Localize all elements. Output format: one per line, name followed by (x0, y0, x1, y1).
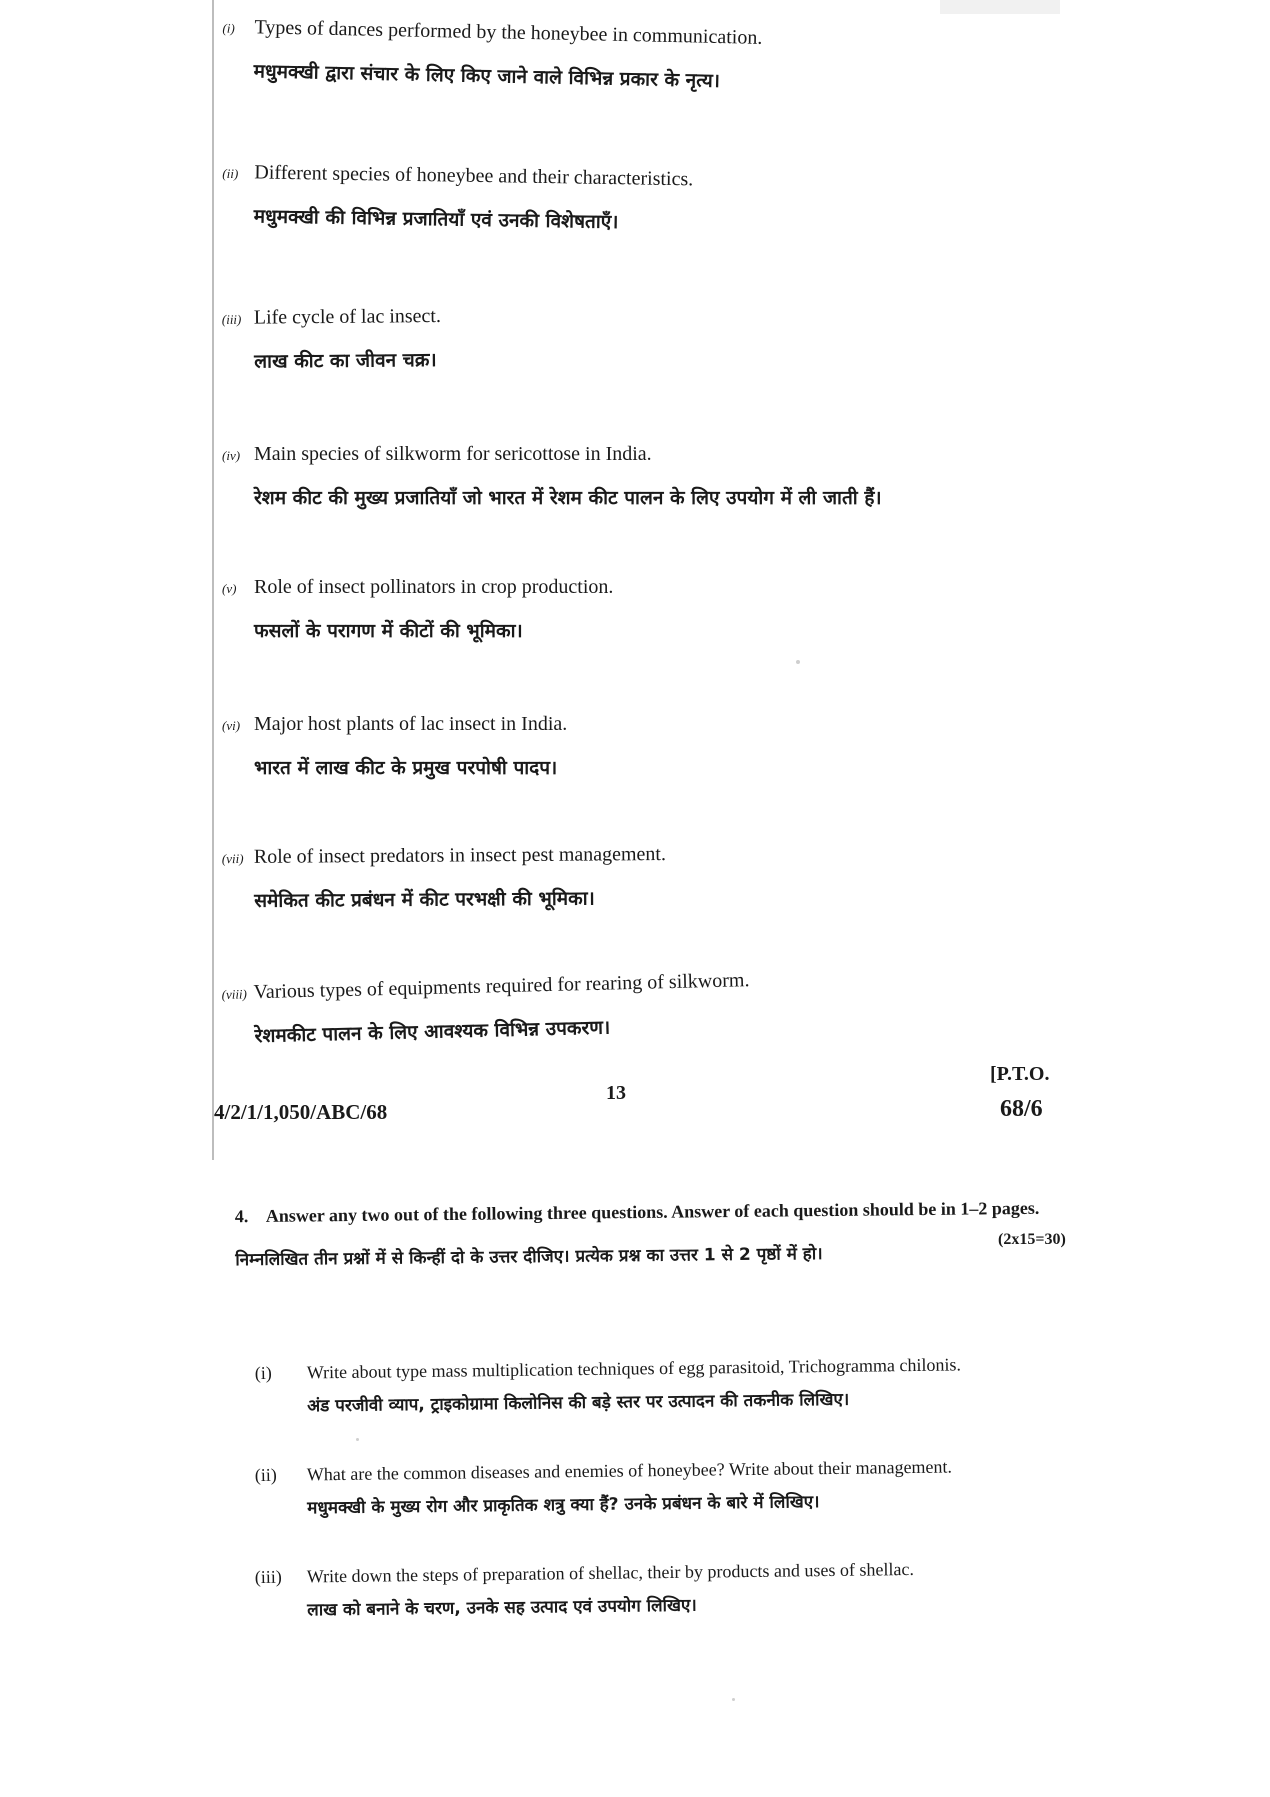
item-english: Role of insect predators in insect pest management. (253, 843, 667, 868)
item-number: (i) (222, 20, 235, 36)
item-hindi: फसलों के परागण में कीटों की भूमिका। (254, 620, 523, 642)
pto-label: [P.T.O. (990, 1063, 1050, 1085)
list-item (221, 158, 1122, 244)
scan-speck (732, 1698, 735, 1701)
paper-edge (940, 0, 1060, 14)
item-number: (iii) (221, 311, 242, 327)
item-english: Life cycle of lac insect. (253, 305, 442, 329)
marks-label: (2x15=30) (998, 1231, 1066, 1248)
item-hindi: मधुमक्खी की विभिन्न प्रजातियाँ एवं उनकी विशेषताएँ। (253, 205, 619, 234)
list-item (222, 440, 1122, 512)
page-number: 13 (606, 1082, 626, 1104)
item-hindi: भारत में लाख कीट के प्रमुख परपोषी पादप। (254, 757, 558, 779)
item-hindi: समेकित कीट प्रबंधन में कीट परभक्षी की भूमिका। (254, 887, 595, 912)
sub-question-hindi: मधुमक्खी के मुख्य रोग और प्राकृतिक शत्रु क्या हैं? उनके प्रबंधन के बारे में लिखिए। (307, 1492, 820, 1519)
question-instruction: Answer any two out of the following three questions. Answer of each question should be in 1–2 pages. (265, 1197, 1040, 1226)
sub-question-english: Write about type mass multiplication techniques of egg parasitoid, Trichogramma chilonis. (306, 1354, 962, 1383)
question-4 (235, 1193, 1236, 1270)
sub-question-hindi: अंड परजीवी व्याप, ट्राइकोग्रामा किलोनिस की बड़े स्तर पर उत्पादन की तकनीक लिखिए। (307, 1389, 850, 1417)
sub-question-english: Write down the steps of preparation of shellac, their by products and uses of shellac. (306, 1558, 915, 1587)
item-number: (vii) (221, 850, 244, 867)
item-hindi: मधुमक्खी द्वारा संचार के लिए किए जाने वाले विभिन्न प्रकार के नृत्य। (253, 60, 721, 93)
item-hindi: रेशमकीट पालन के लिए आवश्यक विभिन्न उपकरण। (254, 1016, 611, 1048)
list-item (222, 837, 1122, 915)
item-english: Major host plants of lac insect in India. (254, 713, 568, 735)
question-number: 4. (234, 1206, 249, 1227)
sub-question-number: (i) (254, 1362, 272, 1384)
item-english: Types of dances performed by the honeybee in communication. (254, 16, 763, 49)
sub-question-number: (ii) (254, 1464, 277, 1486)
scan-speck (356, 1438, 359, 1441)
item-english: Different species of honeybee and their characteristics. (254, 161, 694, 191)
list-item (222, 710, 1122, 782)
list-item (222, 296, 1123, 376)
item-hindi: लाख कीट का जीवन चक्र। (254, 349, 437, 373)
item-english: Role of insect pollinators in crop production. (254, 576, 614, 598)
item-number: (iv) (222, 448, 241, 463)
item-english: Various types of equipments required for rearing of silkworm. (253, 969, 750, 1004)
margin-rule (212, 0, 214, 1160)
item-number: (viii) (221, 986, 248, 1002)
sub-question-hindi: लाख को बनाने के चरण, उनके सह उत्पाद एवं उपयोग लिखिए। (307, 1595, 697, 1621)
item-number: (v) (222, 581, 237, 596)
sub-question (255, 1449, 1246, 1523)
paper-code: 4/2/1/1,050/ABC/68 (214, 1100, 388, 1124)
item-number: (vi) (222, 718, 241, 733)
sub-question-number: (iii) (254, 1566, 282, 1588)
set-number: 68/6 (1000, 1096, 1043, 1122)
sub-question (255, 1551, 1246, 1625)
sub-question-english: What are the common diseases and enemies of honeybee? Write about their management. (306, 1456, 953, 1485)
item-hindi: रेशम कीट की मुख्य प्रजातियाँ जो भारत में रेशम कीट पालन के लिए उपयोग में ली जाती हैं। (254, 487, 882, 509)
scan-speck (796, 660, 800, 664)
list-item (222, 573, 1122, 645)
question-instruction-hindi: निम्नलिखित तीन प्रश्नों में से किन्हीं दो के उत्तर दीजिए। प्रत्येक प्रश्न का उत्तर 1 से 2 पृष्ठों में हो। (235, 1244, 823, 1271)
sub-question (255, 1347, 1246, 1421)
item-english: Main species of silkworm for sericottose in India. (254, 443, 652, 465)
item-number: (ii) (222, 165, 239, 182)
